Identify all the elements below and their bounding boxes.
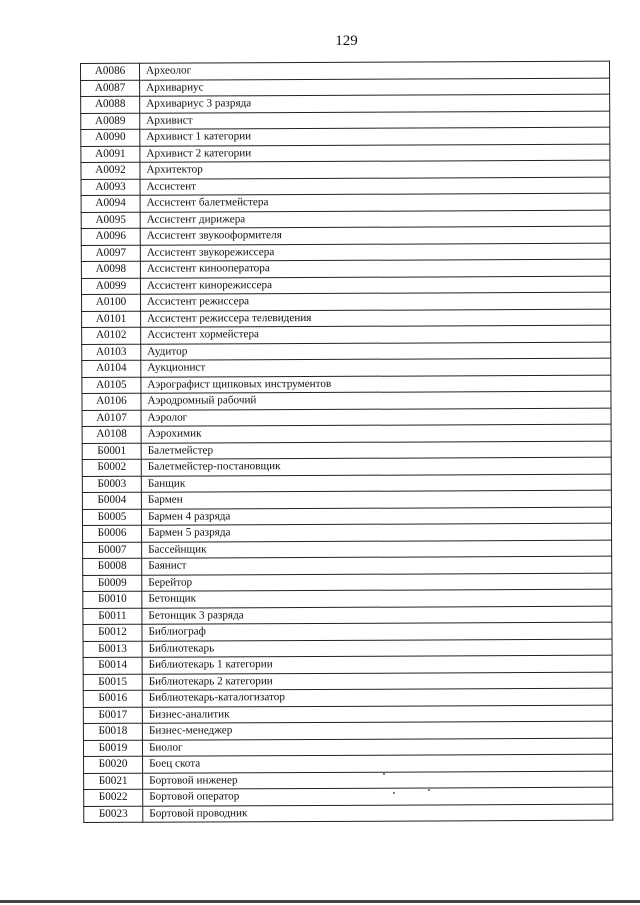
occupation-code: Б0004 xyxy=(82,492,141,509)
scan-edge xyxy=(0,900,640,903)
occupation-title: Берейтор xyxy=(142,573,612,592)
occupation-code: Б0015 xyxy=(83,674,142,691)
occupation-title: Аукционист xyxy=(141,358,611,377)
occupation-code: А0101 xyxy=(82,311,141,328)
occupation-code: А0086 xyxy=(81,63,140,80)
occupation-title: Ассистент режиссера xyxy=(141,292,611,311)
occupation-code: А0093 xyxy=(81,179,140,196)
occupation-title: Аэролог xyxy=(141,408,611,427)
occupation-code: Б0002 xyxy=(82,459,141,476)
occupation-code: Б0020 xyxy=(84,756,143,773)
occupation-title: Ассистент дирижера xyxy=(140,210,610,229)
occupation-code: Б0009 xyxy=(83,575,142,592)
occupation-code: Б0005 xyxy=(82,509,141,526)
occupation-code: Б0017 xyxy=(83,707,142,724)
occupation-title: Библиотекарь xyxy=(142,639,612,658)
occupation-title: Бетонщик xyxy=(142,589,612,608)
occupation-title: Бизнес-менеджер xyxy=(142,721,612,740)
occupation-title: Аэрохимик xyxy=(141,424,611,443)
occupation-title: Археолог xyxy=(140,61,610,80)
table-row xyxy=(84,804,613,823)
occupation-code: А0098 xyxy=(81,261,140,278)
occupation-code: А0092 xyxy=(81,162,140,179)
occupation-title: Бортовой оператор xyxy=(143,787,613,806)
occupation-title: Архивист 1 категории xyxy=(140,127,610,146)
occupation-code: Б0003 xyxy=(82,476,141,493)
occupation-code: Б0014 xyxy=(83,657,142,674)
occupation-code: Б0011 xyxy=(83,608,142,625)
scan-speck xyxy=(383,773,385,775)
occupation-code: Б0013 xyxy=(83,641,142,658)
occupation-title: Архивариус 3 разряда xyxy=(140,94,610,113)
occupation-code: А0088 xyxy=(81,96,140,113)
occupation-code: Б0023 xyxy=(84,806,143,823)
occupation-code: А0087 xyxy=(81,80,140,97)
occupation-code: Б0016 xyxy=(83,690,142,707)
occupation-code: Б0019 xyxy=(83,740,142,757)
occupation-title: Бармен 4 разряда xyxy=(141,507,611,526)
occupation-title: Балетмейстер xyxy=(141,441,611,460)
occupation-title: Библиограф xyxy=(142,622,612,641)
occupation-title: Аэрографист щипковых инструментов xyxy=(141,375,611,394)
occupation-title: Архивариус xyxy=(140,78,610,97)
occupation-code: Б0006 xyxy=(83,525,142,542)
occupation-title: Баянист xyxy=(142,556,612,575)
occupation-title: Бармен 5 разряда xyxy=(142,523,612,542)
page-number: 129 xyxy=(335,33,358,49)
occupation-title: Библиотекарь 1 категории xyxy=(142,655,612,674)
scan-speck xyxy=(428,789,430,791)
occupation-title: Ассистент кинооператора xyxy=(140,259,610,278)
occupation-title: Архивист xyxy=(140,111,610,130)
occupation-title: Бортовой проводник xyxy=(143,804,613,823)
occupation-title: Ассистент xyxy=(140,177,610,196)
occupation-title: Архитектор xyxy=(140,160,610,179)
occupation-title: Банщик xyxy=(141,474,611,493)
occupation-title: Аудитор xyxy=(141,342,611,361)
occupation-title: Бассейнщик xyxy=(142,540,612,559)
occupation-title: Ассистент кинорежиссера xyxy=(140,276,610,295)
occupation-code: А0103 xyxy=(82,344,141,361)
occupation-title: Бортовой инженер xyxy=(143,771,613,790)
occupation-code: Б0021 xyxy=(84,773,143,790)
occupation-code: Б0012 xyxy=(83,624,142,641)
occupation-title: Балетмейстер-постановщик xyxy=(141,457,611,476)
occupation-code: А0105 xyxy=(82,377,141,394)
occupation-title: Бизнес-аналитик xyxy=(142,705,612,724)
occupation-code: Б0007 xyxy=(83,542,142,559)
occupation-code: Б0018 xyxy=(83,723,142,740)
occupation-title: Боец скота xyxy=(143,754,613,773)
occupation-code: А0090 xyxy=(81,129,140,146)
occupation-title: Ассистент хормейстера xyxy=(141,325,611,344)
scan-speck xyxy=(393,792,395,794)
occupation-code: А0091 xyxy=(81,146,140,163)
occupation-code: А0099 xyxy=(81,278,140,295)
occupation-title: Бармен xyxy=(141,490,611,509)
occupation-code: Б0022 xyxy=(84,789,143,806)
occupation-title: Ассистент звукооформителя xyxy=(140,226,610,245)
occupation-code: А0097 xyxy=(81,245,140,262)
table-body xyxy=(81,61,613,822)
occupation-code: Б0008 xyxy=(83,558,142,575)
occupation-code: А0094 xyxy=(81,195,140,212)
occupation-code: А0095 xyxy=(81,212,140,229)
occupation-code: А0102 xyxy=(82,327,141,344)
occupation-title: Библиотекарь-каталогизатор xyxy=(142,688,612,707)
occupation-code: А0107 xyxy=(82,410,141,427)
occupation-code: А0089 xyxy=(81,113,140,130)
occupation-title: Биолог xyxy=(142,738,612,757)
occupation-title: Ассистент звукорежиссера xyxy=(140,243,610,262)
occupation-code: А0096 xyxy=(81,228,140,245)
occupation-title: Ассистент балетмейстера xyxy=(140,193,610,212)
occupation-title: Архивист 2 категории xyxy=(140,144,610,163)
occupation-code: Б0001 xyxy=(82,443,141,460)
occupation-title: Библиотекарь 2 категории xyxy=(142,672,612,691)
occupation-code: Б0010 xyxy=(83,591,142,608)
occupation-code: А0100 xyxy=(82,294,141,311)
occupation-title: Аэродромный рабочий xyxy=(141,391,611,410)
occupation-table xyxy=(80,61,613,823)
occupation-title: Ассистент режиссера телевидения xyxy=(141,309,611,328)
occupation-code: А0104 xyxy=(82,360,141,377)
occupation-code: А0108 xyxy=(82,426,141,443)
occupation-title: Бетонщик 3 разряда xyxy=(142,606,612,625)
occupation-code: А0106 xyxy=(82,393,141,410)
